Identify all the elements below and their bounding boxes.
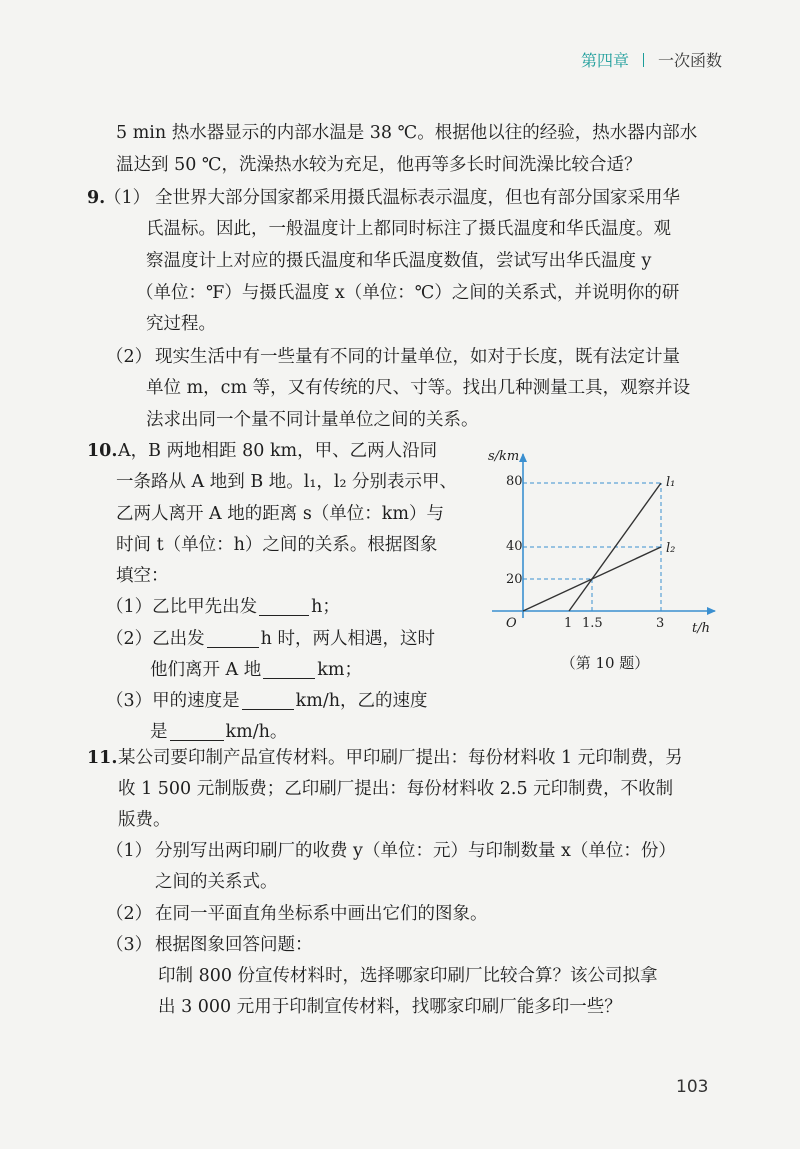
q10-part2-cont bbox=[150, 657, 362, 683]
origin-label: O bbox=[506, 616, 517, 631]
part-text: 甲的速度是 bbox=[152, 691, 240, 711]
q9-text-line: 全世界大部分国家都采用摄氏温标表示温度，但也有部分国家采用华 bbox=[155, 188, 680, 208]
part-text: 是 bbox=[150, 722, 168, 742]
q11-number: 11. bbox=[87, 748, 118, 768]
q10-part2 bbox=[106, 626, 435, 652]
line1-label: l₁ bbox=[666, 475, 676, 490]
q11-text-line: 在同一平面直角坐标系中画出它们的图象。 bbox=[155, 904, 488, 924]
part-label: （1） bbox=[106, 597, 153, 617]
answer-blank[interactable] bbox=[242, 691, 294, 710]
q11-part1-label: （1） bbox=[106, 841, 153, 861]
distance-time-graph bbox=[480, 440, 730, 675]
q9-text-line: 单位 m，cm 等，又有传统的尺、寸等。找出几种测量工具，观察并设 bbox=[146, 378, 691, 398]
figure-caption: （第 10 题） bbox=[560, 654, 650, 672]
y-tick-label: 80 bbox=[506, 474, 523, 489]
header-divider bbox=[643, 53, 644, 67]
part-text: km/h。 bbox=[225, 722, 288, 742]
q9-text-line: （单位：℉）与摄氏温度 x（单位：℃）之间的关系式，并说明你的研 bbox=[136, 283, 680, 303]
q9-text-line: 现实生活中有一些量有不同的计量单位，如对于长度，既有法定计量 bbox=[155, 347, 680, 367]
q9-part2-label: （2） bbox=[106, 347, 153, 367]
q10-part1 bbox=[106, 594, 340, 620]
chapter-title: 一次函数 bbox=[657, 51, 722, 70]
q9-text-line: 氏温标。因此，一般温度计上都同时标注了摄氏温度和华氏温度。观 bbox=[146, 219, 671, 239]
part-text: h 时，两人相遇，这时 bbox=[260, 629, 435, 649]
q9-text-line: 究过程。 bbox=[146, 314, 216, 334]
x-axis-label: t/h bbox=[692, 621, 710, 636]
y-tick-label: 20 bbox=[506, 572, 523, 587]
part-text: 乙比甲先出发 bbox=[152, 597, 258, 617]
q10-figure bbox=[480, 440, 730, 675]
q10-text-line: 乙两人离开 A 地的距离 s（单位：km）与 bbox=[116, 504, 445, 524]
q11-text-line: 根据图象回答问题： bbox=[155, 935, 313, 955]
page-number: 103 bbox=[676, 1077, 709, 1097]
q11-part2-label: （2） bbox=[106, 904, 153, 924]
x-tick-label: 3 bbox=[656, 616, 665, 631]
part-label: （3） bbox=[106, 691, 153, 711]
q10-text-line: 时间 t（单位：h）之间的关系。根据图象 bbox=[116, 535, 438, 555]
q11-text-line: 某公司要印制产品宣传材料。甲印刷厂提出：每份材料收 1 元印制费，另 bbox=[118, 748, 683, 768]
q9-text-line: 察温度计上对应的摄氏温度和华氏温度数值，尝试写出华氏温度 y bbox=[146, 251, 652, 271]
q10-text-line: 一条路从 A 地到 B 地。l₁，l₂ 分别表示甲、 bbox=[116, 472, 458, 492]
part-text: 他们离开 A 地 bbox=[150, 660, 262, 680]
q10-text-line: A，B 两地相距 80 km，甲、乙两人沿同 bbox=[118, 441, 438, 461]
q8-text-line: 温达到 50 ℃，洗澡热水较为充足，他再等多长时间洗澡比较合适？ bbox=[116, 155, 642, 175]
part-text: km； bbox=[317, 660, 362, 680]
y-axis-label: s/km bbox=[488, 449, 520, 464]
part-text: 乙出发 bbox=[152, 629, 205, 649]
q10-part3-cont bbox=[150, 719, 287, 745]
answer-blank[interactable] bbox=[259, 597, 309, 616]
q11-text-line: 出 3 000 元用于印制宣传材料，找哪家印刷厂能多印一些？ bbox=[158, 997, 622, 1017]
part-text: h； bbox=[311, 597, 340, 617]
x-tick-label: 1 bbox=[564, 616, 573, 631]
q10-text-line: 填空： bbox=[116, 566, 169, 586]
q11-text-line: 之间的关系式。 bbox=[155, 872, 278, 892]
answer-blank[interactable] bbox=[207, 629, 259, 648]
answer-blank[interactable] bbox=[263, 660, 315, 679]
answer-blank[interactable] bbox=[170, 722, 224, 741]
part-text: km/h，乙的速度 bbox=[295, 691, 428, 711]
chapter-header bbox=[581, 48, 722, 71]
q9-part1-label: （1） bbox=[104, 188, 151, 208]
q8-text-line: 5 min 热水器显示的内部水温是 38 ℃。根据他以往的经验，热水器内部水 bbox=[116, 123, 698, 143]
q11-part3-label: （3） bbox=[106, 935, 153, 955]
line2-label: l₂ bbox=[666, 541, 676, 556]
x-tick-label: 1.5 bbox=[582, 616, 603, 631]
q10-part3 bbox=[106, 688, 428, 714]
q11-text-line: 收 1 500 元制版费；乙印刷厂提出：每份材料收 2.5 元印制费，不收制 bbox=[118, 779, 674, 799]
chapter-label: 第四章 bbox=[580, 51, 629, 70]
part-label: （2） bbox=[106, 629, 153, 649]
q11-text-line: 印制 800 份宣传材料时，选择哪家印刷厂比较合算？该公司拟拿 bbox=[158, 966, 658, 986]
y-tick-label: 40 bbox=[506, 539, 523, 554]
q11-text-line: 分别写出两印刷厂的收费 y（单位：元）与印制数量 x（单位：份） bbox=[155, 841, 676, 861]
q9-number: 9. bbox=[87, 188, 106, 208]
q10-number: 10. bbox=[87, 441, 118, 461]
q11-text-line: 版费。 bbox=[118, 810, 171, 830]
q9-text-line: 法求出同一个量不同计量单位之间的关系。 bbox=[146, 410, 479, 430]
